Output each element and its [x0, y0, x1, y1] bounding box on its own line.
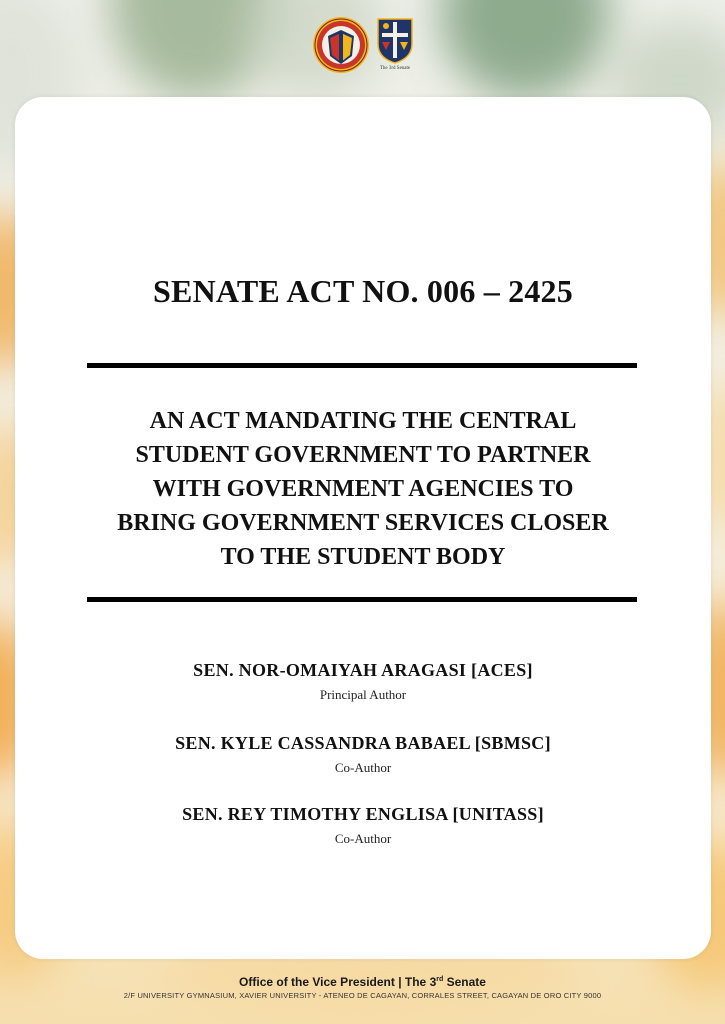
author-block: [15, 660, 711, 703]
bottom-divider: [87, 597, 637, 602]
document-title: SENATE ACT NO. 006 – 2425: [153, 273, 573, 309]
act-description-line: AN ACT MANDATING THE CENTRAL: [149, 408, 577, 434]
act-description-line: WITH GOVERNMENT AGENCIES TO: [152, 476, 574, 502]
office-name: [0, 975, 725, 989]
author-role: Co-Author: [334, 831, 392, 846]
author-name: SEN. NOR-OMAIYAH ARAGASI [ACES]: [193, 660, 533, 680]
author-name: SEN. KYLE CASSANDRA BABAEL [SBMSC]: [175, 733, 551, 753]
senate-logo-caption: The 3rd Senate: [379, 66, 411, 71]
senate-shield-icon: [376, 16, 414, 64]
act-description: [75, 404, 651, 574]
cover-card: [15, 97, 711, 959]
act-description-line: TO THE STUDENT BODY: [220, 544, 506, 570]
office-address: 2/F UNIVERSITY GYMNASIUM, XAVIER UNIVERSITY - ATENEO DE CAGAYAN, CORRALES STREET, CAGAYAN DE ORO CITY 9000: [123, 991, 602, 1000]
author-name: SEN. REY TIMOTHY ENGLISA [UNITASS]: [182, 804, 544, 824]
author-block: [15, 804, 711, 847]
office-name-prefix: Office of the Vice President | The 3: [239, 975, 437, 989]
act-description-line: BRING GOVERNMENT SERVICES CLOSER: [117, 510, 609, 536]
author-block: [15, 733, 711, 776]
header-logos: [312, 16, 416, 78]
office-name-ordinal: rd: [436, 976, 444, 983]
author-role: Principal Author: [319, 687, 407, 702]
top-divider: [87, 363, 637, 368]
author-role: Co-Author: [334, 760, 392, 775]
act-description-line: STUDENT GOVERNMENT TO PARTNER: [135, 442, 591, 468]
office-name-suffix: Senate: [443, 975, 486, 989]
university-seal-icon: [312, 16, 370, 74]
page-footer: [0, 975, 725, 1000]
